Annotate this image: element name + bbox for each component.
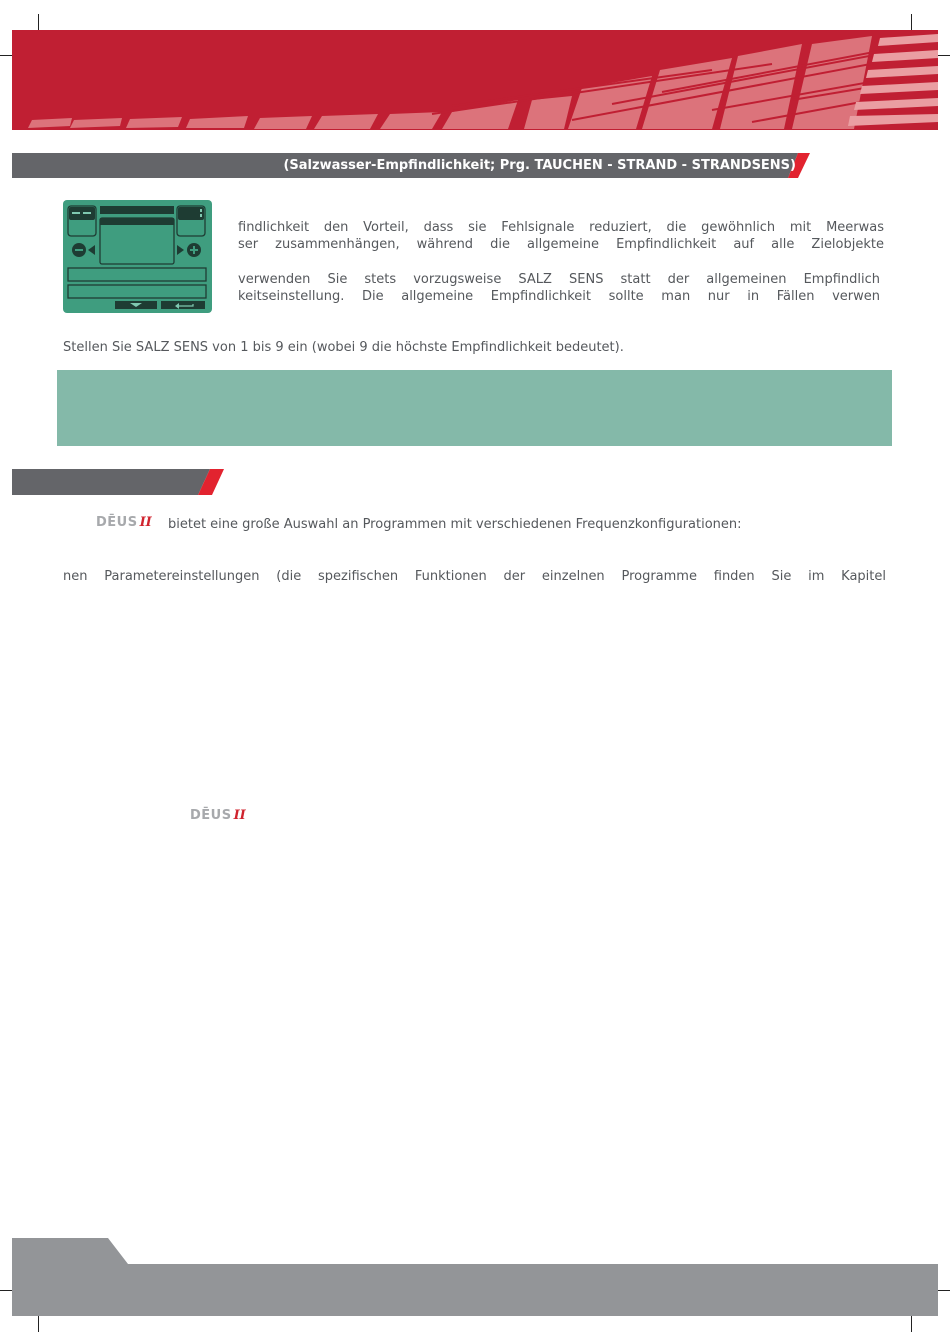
header-band bbox=[12, 30, 938, 130]
intro-text-line-1: findlichkeit den Vorteil, dass sie Fehlsignale reduziert, die gewöhnlich mit Meerwas bbox=[238, 220, 884, 235]
instruction-text: Stellen Sie SALZ SENS von 1 bis 9 ein (wobei 9 die höchste Empfindlichkeit bedeutet). bbox=[63, 340, 624, 355]
deus-logo: DĒUS II bbox=[96, 515, 152, 530]
note-box bbox=[57, 370, 892, 446]
section-header-bar bbox=[12, 153, 812, 178]
section-title: (Salzwasser-Empfindlichkeit; Prg. TAUCHEN - STRAND - STRANDSENS) bbox=[283, 158, 796, 173]
header-stripes-graphic bbox=[12, 30, 938, 130]
programs-text-line-1: bietet eine große Auswahl an Programmen mit verschiedenen Frequenzkonfigurationen: bbox=[168, 517, 742, 532]
intro-text-line-4: keitseinstellung. Die allgemeine Empfindlichkeit sollte man nur in Fällen verwen bbox=[238, 289, 880, 304]
intro-text-line-3: verwenden Sie stets vorzugsweise SALZ SENS statt der allgemeinen Empfindlich bbox=[238, 272, 880, 287]
programs-text-line-2: nen Parametereinstellungen (die spezifischen Funktionen der einzelnen Programme finden Sie im Kapitel bbox=[63, 569, 886, 584]
intro-text-line-2: ser zusammenhängen, während die allgemeine Empfindlichkeit auf alle Zielobjekte bbox=[238, 237, 884, 252]
section-bar-shape-2 bbox=[12, 469, 224, 495]
device-screen-illustration bbox=[63, 200, 212, 313]
deus-logo-2: DĒUS II bbox=[190, 808, 246, 823]
footer-shape bbox=[12, 1238, 938, 1316]
section-header-bar-2 bbox=[12, 469, 224, 495]
footer-band bbox=[12, 1238, 938, 1316]
